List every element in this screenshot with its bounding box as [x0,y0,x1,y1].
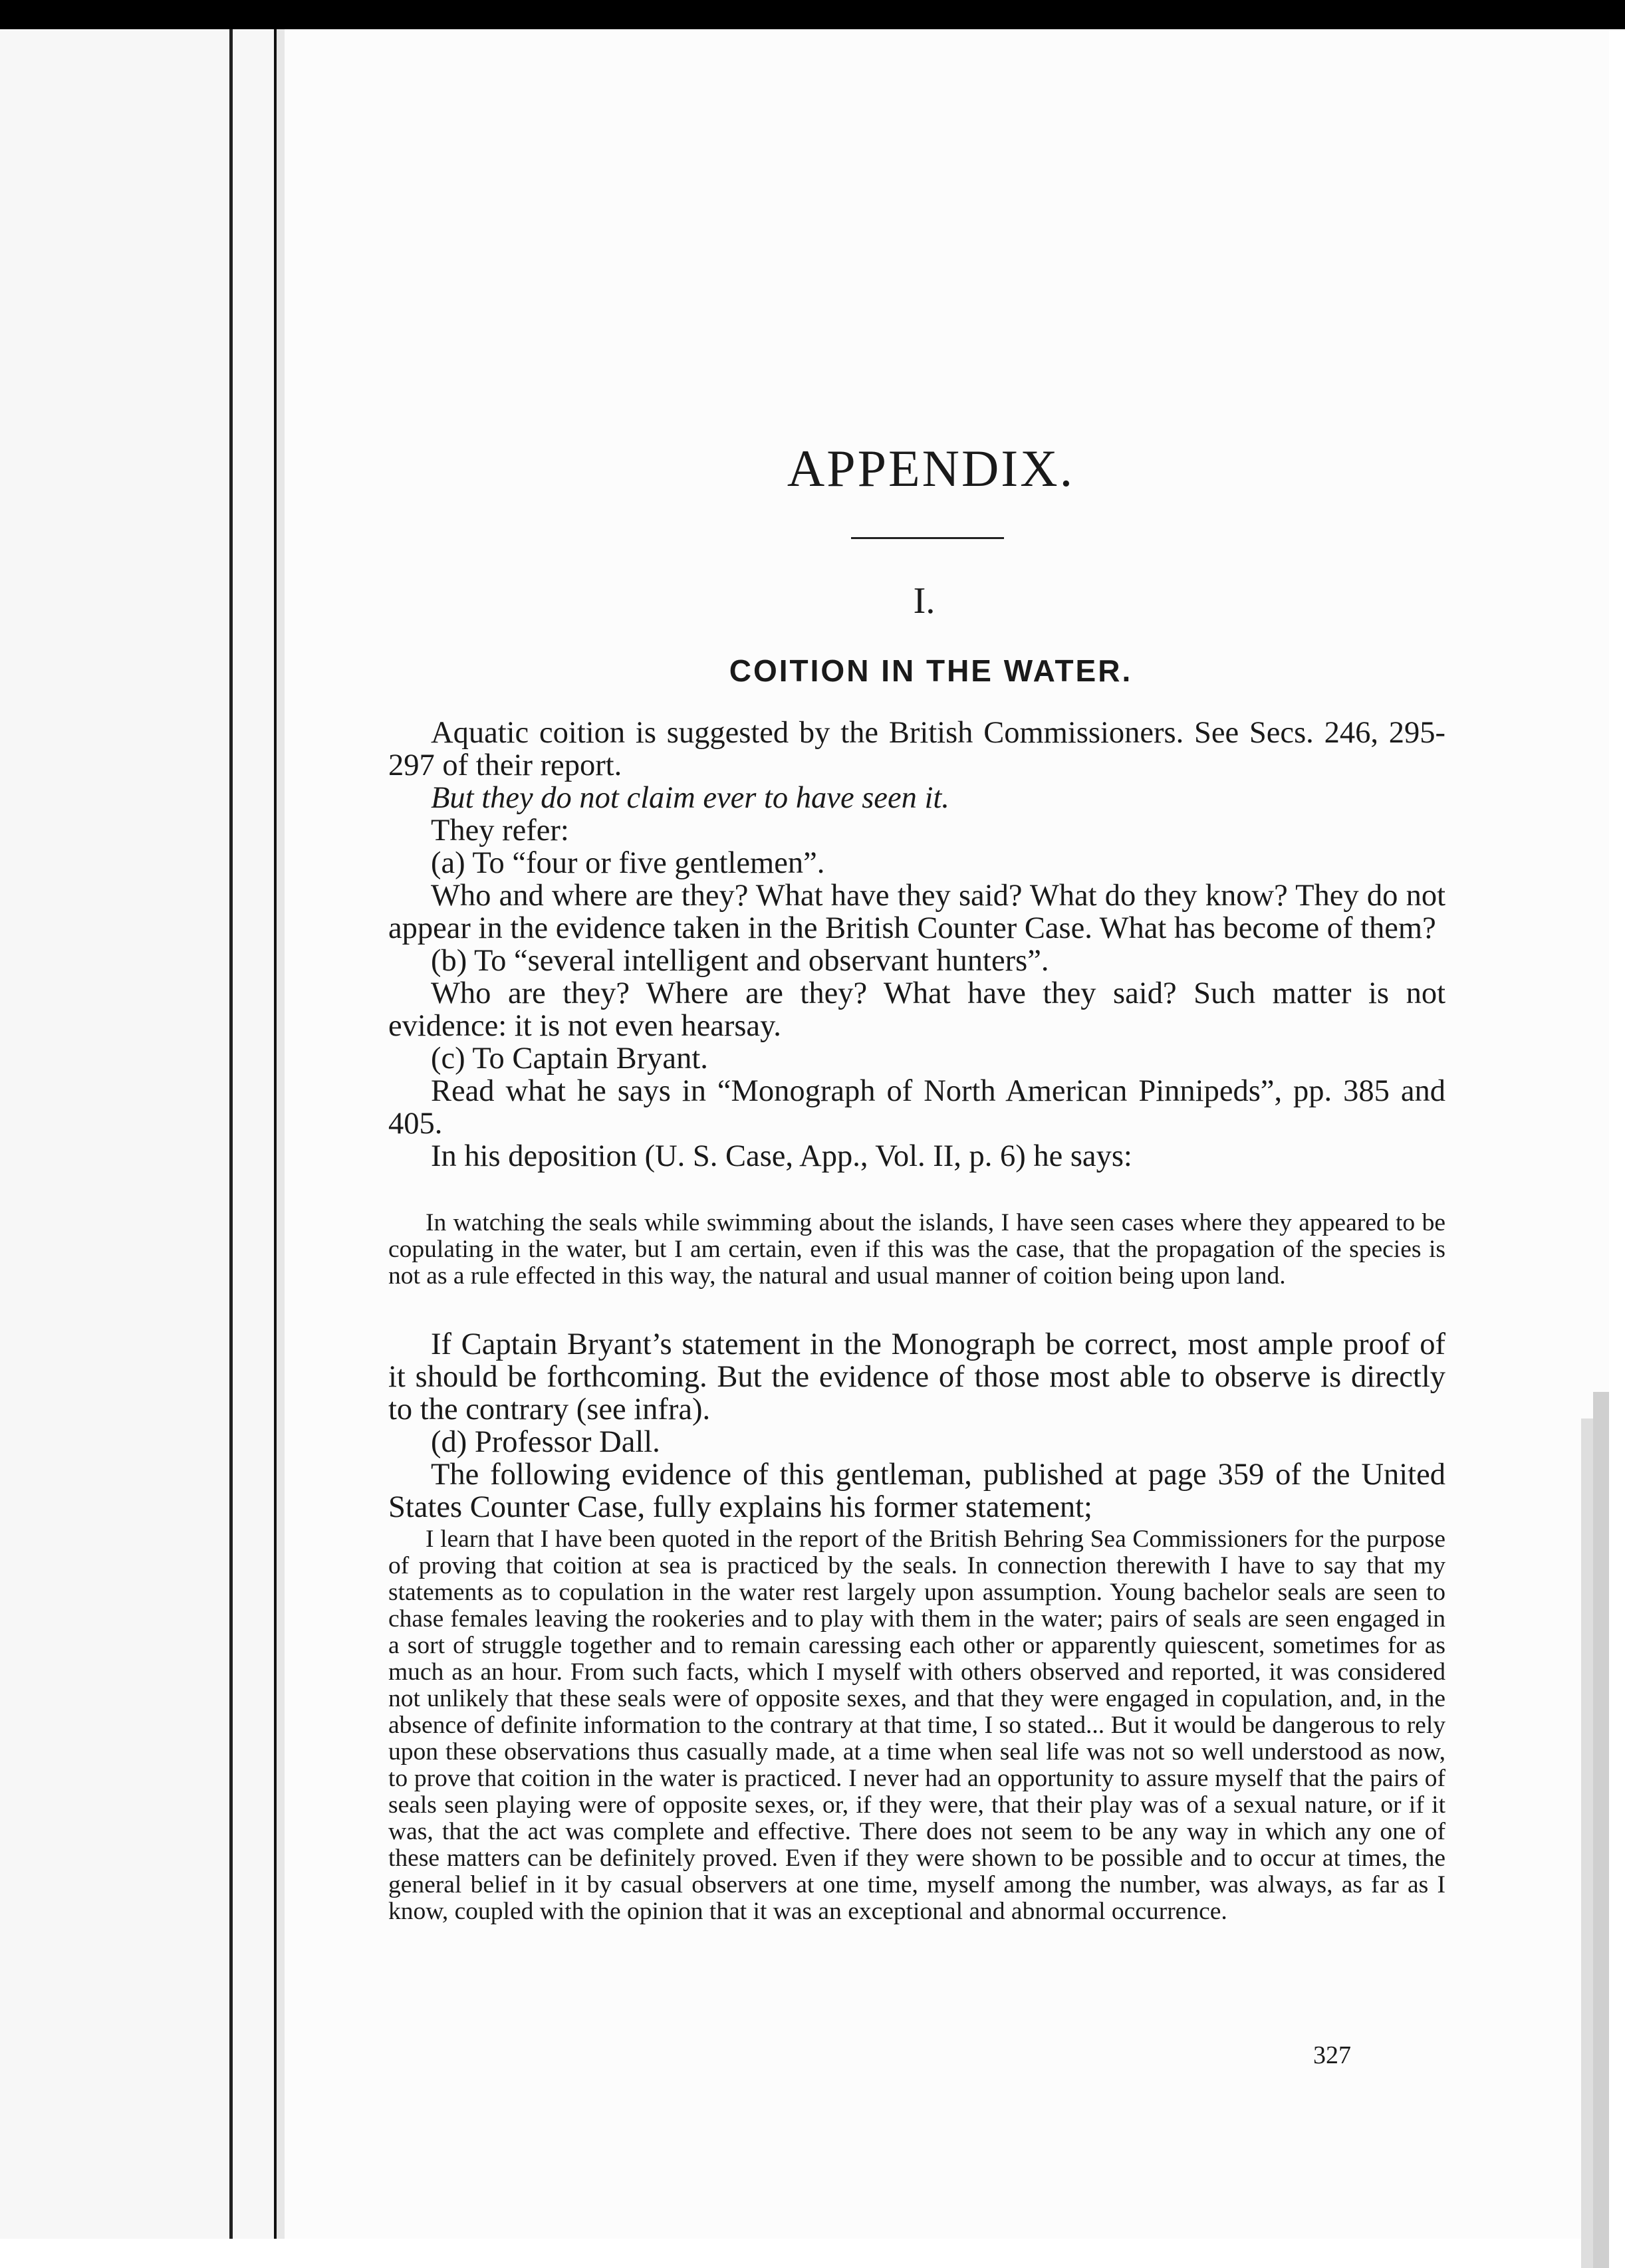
body-text-part-2 [388,1328,1445,1524]
paragraph: Read what he says in “Monograph of North American Pinnipeds”, pp. 385 and 405. [388,1074,1445,1141]
left-page-margin [0,29,277,2239]
page-gutter [277,29,285,2239]
section-numeral: I. [913,580,936,622]
paragraph: If Captain Bryant’s statement in the Monograph be correct, most ample proof of it should be forthcoming. But the evidence of those most able to observe is directly to the contrary (see infra). [388,1327,1445,1426]
scanner-top-bar [0,0,1625,29]
dall-quote [388,1526,1445,1925]
page-binding-line [229,29,233,2239]
appendix-title: APPENDIX. [787,439,1075,497]
page-edge [1593,1392,1609,2268]
title-rule [851,537,1004,539]
paragraph: The following evidence of this gentleman, published at page 359 of the United States Counter Case, fully explains his former statement; [388,1458,1445,1524]
paragraph-italic: But they do not claim ever to have seen it. [431,781,949,815]
paragraph: In his deposition (U. S. Case, App., Vol. II, p. 6) he says: [431,1139,1132,1173]
paragraph: They refer: [431,814,569,848]
paragraph: (b) To “several intelligent and observant hunters”. [431,944,1049,978]
paragraph: (c) To Captain Bryant. [431,1042,708,1076]
page-edge-shadow [1581,1418,1593,2268]
paragraph: Who are they? Where are they? What have they said? Such matter is not evidence: it is not even hearsay. [388,976,1445,1043]
bryant-quote [388,1210,1445,1290]
paragraph: Who and where are they? What have they said? What do they know? They do not appear in the evidence taken in the British Counter Case. What has become of them? [388,879,1445,945]
block-quote: I learn that I have been quoted in the report of the British Behring Sea Commissioners for the purpose of proving that coition at sea is practiced by the seals. In connection therewith I have to say that my statements as to copulation in the water rest largely upon assumption. Young bachelor seals are seen to chase females leaving the rookeries and to play with them in the water; pairs of seals are seen engaged in a sort of struggle together and to remain caressing each other or apparently quiescent, sometimes for as much as an hour. From such facts, which I myself with others observed and reported, it was considered not unlikely that these seals were of opposite sexes, and that they were engaged in copulation, and, in the absence of definite information to the contrary at that time, I so stated... But it would be dangerous to rely upon these observations thus casually made, at a time when seal life was not so well understood as now, to prove that coition in the water is practiced. I never had an opportunity to assure myself that the pairs of seals seen playing were of opposite sexes, or, if they were, that their play was of a sexual nature, or if it was, that the act was complete and effective. There does not seem to be any way in which any one of these matters can be definitely proved. Even if they were shown to be possible and to occur at times, the general belief in it by casual observers at one time, myself among the number, was always, as far as I know, coupled with the opinion that it was an exceptional and abnormal occurrence. [388,1526,1445,1925]
paragraph: (d) Professor Dall. [431,1425,660,1459]
body-text-part-1 [388,717,1445,1173]
paragraph: Aquatic coition is suggested by the British Commissioners. See Secs. 246, 295-297 of their report. [388,716,1445,782]
section-heading: COITION IN THE WATER. [729,653,1133,688]
block-quote: In watching the seals while swimming about the islands, I have seen cases where they appeared to be copulating in the water, but I am certain, even if this was the case, that the propagation of the species is not as a rule effected in this way, the natural and usual manner of coition being upon land. [388,1209,1445,1290]
page-number: 327 [1313,2041,1351,2069]
paragraph: (a) To “four or five gentlemen”. [431,846,825,880]
